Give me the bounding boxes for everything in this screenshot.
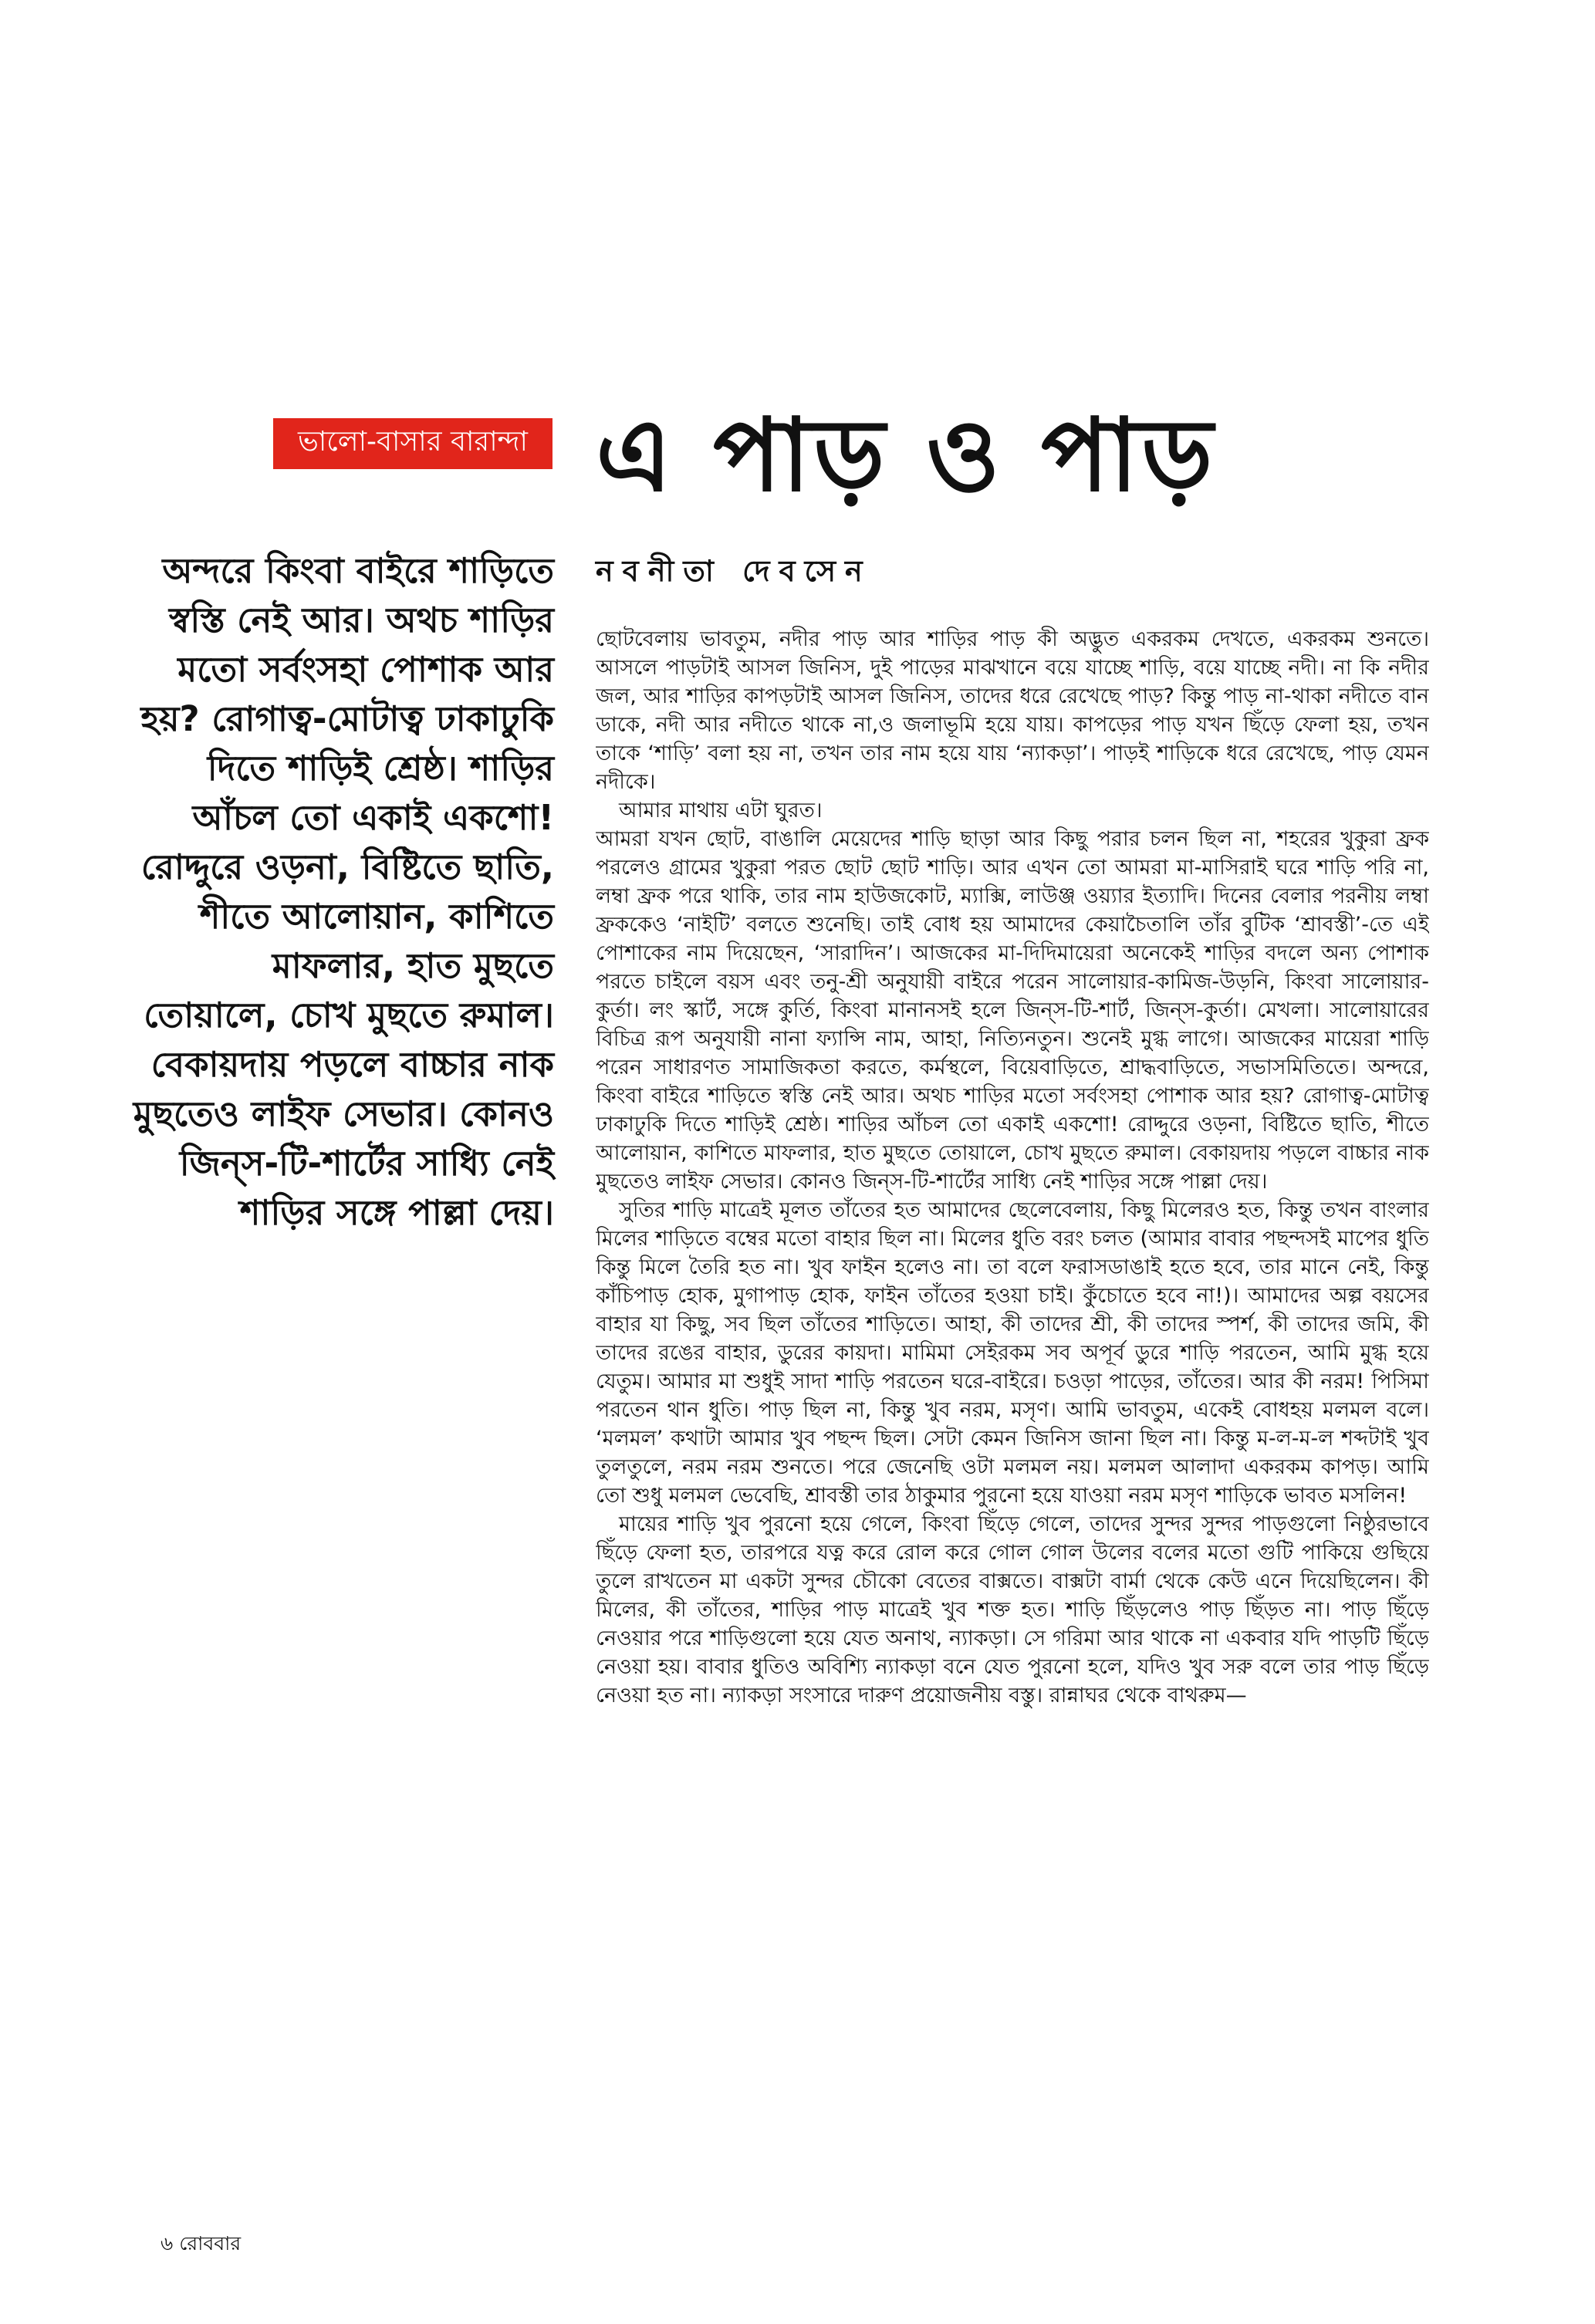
article-paragraph: মায়ের শাড়ি খুব পুরনো হয়ে গেলে, কিংবা ছিঁড়ে গেলে, তাদের সুন্দর সুন্দর পাড়গুলো নিষ্ঠুরভাবে ছিঁড়ে ফেলা হত, তারপরে যত্ন করে রোল করে গোল গোল উলের বলের মতো গুটি পাকিয়ে গুছিয়ে তুলে রাখতেন মা একটা সুন্দর চৌকো বেতের বাক্সতে। বাক্সটা বার্মা থেকে কেউ এনে দিয়েছিলেন। কী মিলের, কী তাঁতের, শাড়ির পাড় মাত্রেই খুব শক্ত হত। শাড়ি ছিঁড়লেও পাড় ছিঁড়ত না। পাড় ছিঁড়ে নেওয়ার পরে শাড়িগুলো হয়ে যেত অনাথ, ন্যাকড়া। সে গরিমা আর থাকে না একবার যদি পাড়টি ছিঁড়ে নেওয়া হয়। বাবার ধুতিও অবিশ্যি ন্যাকড়া বনে যেত পুরনো হলে, যদিও খুব সরু বলে তার পাড় ছিঁড়ে নেওয়া হত না। ন্যাকড়া সংসারে দারুণ প্রয়োজনীয় বস্তু। রান্নাঘর থেকে বাথরুম— [596, 1512, 1429, 1708]
article-paragraph: ছোটবেলায় ভাবতুম, নদীর পাড় আর শাড়ির পাড় কী অদ্ভুত একরকম দেখতে, একরকম শুনতে। আসলে পাড়টাই আসল জিনিস, দুই পাড়ের মাঝখানে বয়ে যাচ্ছে শাড়ি, বয়ে যাচ্ছে নদী। না কি নদীর জল, আর শাড়ির কাপড়টাই আসল জিনিস, তাদের ধরে রেখেছে পাড়? কিন্তু পাড় না-থাকা নদীতে বান ডাকে, নদী আর নদীতে থাকে না,ও জলাভূমি হয়ে যায়। কাপড়ের পাড় যখন ছিঁড়ে ফেলা হয়, তখন তাকে ‘শাড়ি’ বলা হয় না, তখন তার নাম হয়ে যায় ‘ন্যাকড়া’। পাড়ই শাড়িকে ধরে রেখেছে, পাড় যেমন নদীকে। [596, 627, 1429, 794]
pull-quote: অন্দরে কিংবা বাইরে শাড়িতে স্বস্তি নেই আর। অথচ শাড়ির মতো সর্বংসহা পোশাক আর হয়? রোগাত্ব-মোটাত্ব ঢাকাঢুকি দিতে শাড়িই শ্রেষ্ঠ। শাড়ির আঁচল তো একাই একশো! রোদ্দুরে ওড়না, বিষ্টিতে ছাতি, শীতে আলোয়ান, কাশিতে মাফলার, হাত মুছতে তোয়ালে, চোখ মুছতে রুমাল। বেকায়দায় পড়লে বাচ্চার নাক মুছতেও লাইফ সেভার। কোনও জিন্‌স-টি-শার্টের সাধ্যি নেই শাড়ির সঙ্গে পাল্লা দেয়। [133, 550, 554, 1233]
byline: নবনীতা দেবসেন [596, 554, 872, 588]
headline: এ পাড় ও পাড় [596, 397, 1216, 514]
article-body [596, 625, 1429, 2214]
page-footer: ৬ রোববার [161, 2232, 242, 2255]
section-tag: ভালো-বাসার বারান্দা [273, 418, 553, 469]
article-paragraph: আমার মাথায় এটা ঘুরত। [619, 799, 823, 823]
article-paragraph: আমরা যখন ছোট, বাঙালি মেয়েদের শাড়ি ছাড়া আর কিছু পরার চলন ছিল না, শহরের খুকুরা ফ্রক পরলেও গ্রামের খুকুরা পরত ছোট ছোট শাড়ি। আর এখন তো আমরা মা-মাসিরাই ঘরে শাড়ি পরি না, লম্বা ফ্রক পরে থাকি, তার নাম হাউজকোট, ম্যাক্সি, লাউঞ্জ ওয়্যার ইত্যাদি। দিনের বেলার পরনীয় লম্বা ফ্রককেও ‘নাইটি’ বলতে শুনেছি। তাই বোধ হয় আমাদের কেয়াচৈতালি তাঁর বুটিক ‘শ্রাবস্তী’-তে এই পোশাকের নাম দিয়েছেন, ‘সারাদিন’। আজকের মা-দিদিমায়েরা অনেকেই শাড়ির বদলে অন্য পোশাক পরতে চাইলে বয়স এবং তনু-শ্রী অনুযায়ী বাইরে পরেন সালোয়ার-কামিজ-উড়নি, কিংবা সালোয়ার-কুর্তা। লং স্কার্ট, সঙ্গে কুর্তি, কিংবা মানানসই হলে জিন্‌স-টি-শার্ট, জিন্‌স-কুর্তা। মেখলা। সালোয়ারের বিচিত্র রূপ অনুযায়ী নানা ফ্যান্সি নাম, আহা, নিত্যিনতুন। শুনেই মুগ্ধ লাগে। আজকের মায়েরা শাড়ি পরেন সাধারণত সামাজিকতা করতে, কর্মস্থলে, বিয়েবাড়িতে, শ্রাদ্ধবাড়িতে, সভাসমিতিতে। অন্দরে, কিংবা বাইরে শাড়িতে স্বস্তি নেই আর। অথচ শাড়ির মতো সর্বংসহা পোশাক আর হয়? রোগাত্ব-মোটাত্ব ঢাকাঢুকি দিতে শাড়িই শ্রেষ্ঠ। শাড়ির আঁচল তো একাই একশো! রোদ্দুরে ওড়না, বিষ্টিতে ছাতি, শীতে আলোয়ান, কাশিতে মাফলার, হাত মুছতে তোয়ালে, চোখ মুছতে রুমাল। বেকায়দায় পড়লে বাচ্চার নাক মুছতেও লাইফ সেভার। কোনও জিন্‌স-টি-শার্টের সাধ্যি নেই শাড়ির সঙ্গে পাল্লা দেয়। [596, 827, 1429, 1194]
article-paragraph: সুতির শাড়ি মাত্রেই মূলত তাঁতের হত আমাদের ছেলেবেলায়, কিছু মিলেরও হত, কিন্তু তখন বাংলার মিলের শাড়িতে বম্বের মতো বাহার ছিল না। মিলের ধুতি বরং চলত (আমার বাবার পছন্দসই মাপের ধুতি কিন্তু মিলে তৈরি হত না। খুব ফাইন হলেও না। তা বলে ফরাসডাঙাই হতে হবে, তার মানে নেই, কিন্তু কাঁচিপাড় হোক, মুগাপাড় হোক, ফাইন তাঁতের হওয়া চাই। কুঁচোতে হবে না!)। আমাদের অল্প বয়সের বাহার যা কিছু, সব ছিল তাঁতের শাড়িতে। আহা, কী তাদের শ্রী, কী তাদের স্পর্শ, কী তাদের জমি, কী তাদের রঙের বাহার, ডুরের কায়দা। মামিমা সেইরকম সব অপূর্ব ডুরে শাড়ি পরতেন, আমি মুগ্ধ হয়ে যেতুম। আমার মা শুধুই সাদা শাড়ি পরতেন ঘরে-বাইরে। চওড়া পাড়ের, তাঁতের। আর কী নরম! পিসিমা পরতেন থান ধুতি। পাড় ছিল না, কিন্তু খুব নরম, মসৃণ। আমি ভাবতুম, একেই বোধহয় মলমল বলে। ‘মলমল’ কথাটা আমার খুব পছন্দ ছিল। সেটা কেমন জিনিস জানা ছিল না। কিন্তু ম-ল-ম-ল শব্দটাই খুব তুলতুলে, নরম নরম শুনতে। পরে জেনেছি ওটা মলমল নয়। মলমল আলাদা একরকম কাপড়। আমি তো শুধু মলমল ভেবেছি, শ্রাবস্তী তার ঠাকুমার পুরনো হয়ে যাওয়া নরম মসৃণ শাড়িকে ভাবত মসলিন! [596, 1198, 1429, 1508]
